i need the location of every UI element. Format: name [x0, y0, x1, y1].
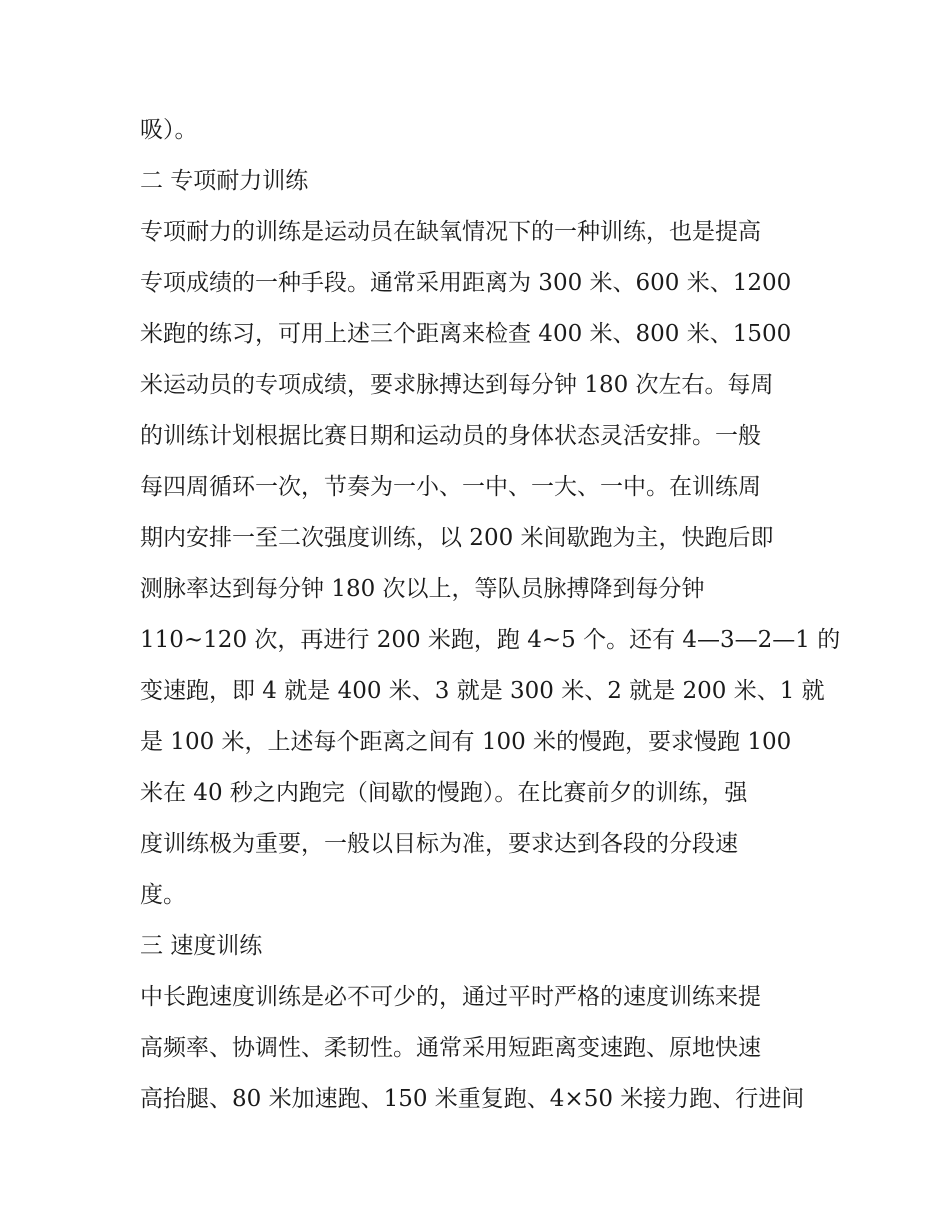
text-line: 度训练极为重要，一般以目标为准，要求达到各段的分段速	[140, 831, 738, 857]
text-line: 米运动员的专项成绩，要求脉搏达到每分钟 180 次左右。每周	[140, 372, 774, 398]
text-line: 米跑的练习，可用上述三个距离来检查 400 米、800 米、1500	[140, 321, 792, 347]
section-heading-endurance: 二 专项耐力训练	[140, 168, 309, 194]
text-line: 110~120 次，再进行 200 米跑，跑 4~5 个。还有 4—3—2—1 的	[140, 627, 841, 653]
text-line: 是 100 米，上述每个距离之间有 100 米的慢跑，要求慢跑 100	[140, 729, 792, 755]
text-line: 专项成绩的一种手段。通常采用距离为 300 米、600 米、1200	[140, 270, 792, 296]
text-line: 高频率、协调性、柔韧性。通常采用短距离变速跑、原地快速	[140, 1035, 761, 1061]
text-line: 高抬腿、80 米加速跑、150 米重复跑、4×50 米接力跑、行进间	[140, 1086, 805, 1112]
document-body	[140, 105, 841, 1125]
text-line: 测脉率达到每分钟 180 次以上，等队员脉搏降到每分钟	[140, 576, 705, 602]
text-line: 中长跑速度训练是必不可少的，通过平时严格的速度训练来提	[140, 984, 761, 1010]
text-line: 米在 40 秒之内跑完（间歇的慢跑）。在比赛前夕的训练，强	[140, 780, 748, 806]
text-line: 每四周循环一次，节奏为一小、一中、一大、一中。在训练周	[140, 474, 761, 500]
text-line: 度。	[140, 882, 186, 908]
text-line: 的训练计划根据比赛日期和运动员的身体状态灵活安排。一般	[140, 423, 761, 449]
paragraph-continuation: 吸）。	[140, 117, 198, 143]
section-heading-speed: 三 速度训练	[140, 933, 263, 959]
text-line: 期内安排一至二次强度训练，以 200 米间歇跑为主，快跑后即	[140, 525, 774, 551]
text-line: 专项耐力的训练是运动员在缺氧情况下的一种训练，也是提高	[140, 219, 761, 245]
text-line: 变速跑，即 4 就是 400 米、3 就是 300 米、2 就是 200 米、1 就	[140, 678, 825, 704]
